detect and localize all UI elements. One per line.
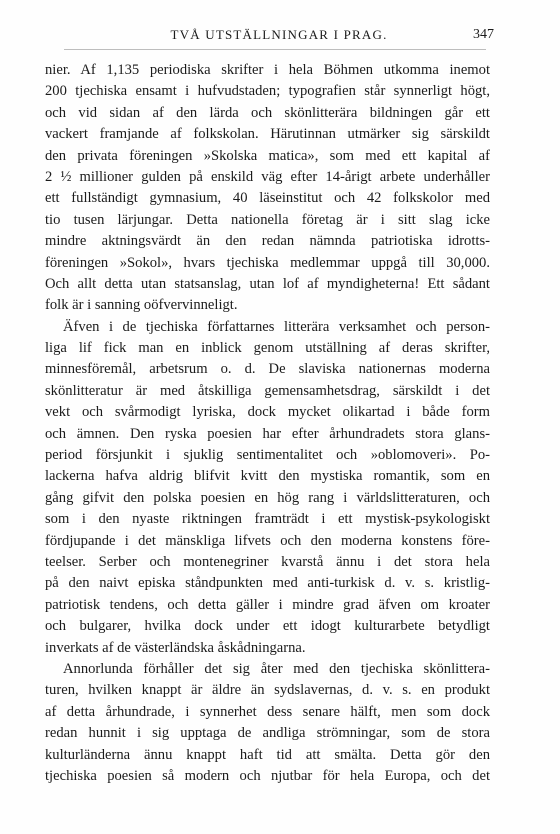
text-line: Annorlunda förhåller det sig åter med den tjechiska skönlittera- xyxy=(63,660,490,677)
text-line: minnesföremål, arbetsrum o. d. De slaviska nationernas moderna xyxy=(45,361,490,378)
text-line: 200 tjechiska ensamt i hufvudstaden; typografien står synnerligt högt, xyxy=(45,83,490,100)
running-title: TVÅ UTSTÄLLNINGAR I PRAG. xyxy=(170,27,388,42)
text-line: vekt och svårmodigt lyriska, dock mycket olikartad i både form xyxy=(45,404,490,421)
text-line: som i den nyaste riktningen framträdt i ett mystisk-psykologiskt xyxy=(45,511,490,528)
header-rule xyxy=(64,49,486,50)
text-line: tjechiska poesien så modern och njutbar för hela Europa, och det xyxy=(45,767,490,784)
text-line: tio tusen lärjungar. Detta nationella företag är i sitt slag icke xyxy=(45,211,490,228)
text-line: Äfven i de tjechiska författarnes litterära verksamhet och person- xyxy=(63,318,490,335)
text-line: period försjunkit i sjuklig sentimentalitet och »oblomoveri». Po- xyxy=(45,447,490,464)
text-line: och bulgarer, hvilka dock under ett idogt kulturarbete betydligt xyxy=(45,618,490,635)
text-line: vackert framjande af folkskolan. Härutinnan utmärker sig särskildt xyxy=(45,126,490,143)
text-line: redan hunnit i sig upptaga de andliga strömningar, som de stora xyxy=(45,725,490,742)
text-line: kulturländerna ännu knappt haft tid att smälta. Detta gör den xyxy=(45,746,490,763)
text-line: den privata föreningen »Skolska matica», som med ett kapital af xyxy=(45,147,490,164)
text-line: ett fullständigt gymnasium, 40 läseinstitut och 42 folkskolor med xyxy=(45,190,490,207)
body-text xyxy=(45,60,490,787)
text-line: och vid sidan af den lärda och skönlitterära bildningen går ett xyxy=(45,104,490,121)
text-line: gång gifvit den polska poesien en hög rang i världslitteraturen, och xyxy=(45,489,490,506)
page-header xyxy=(64,24,494,46)
text-line: nier. Af 1,135 periodiska skrifter i hela Böhmen utkomma inemot xyxy=(45,62,490,78)
text-line: Och allt detta utan statsanslag, utan lof af myndigheterna! Ett sådant xyxy=(45,275,490,292)
text-line: liga lif fick man en inblick genom utställning af deras skrifter, xyxy=(45,340,490,357)
text-line: inverkats af de västerländska åskådningarna. xyxy=(45,639,306,656)
text-line: turen, hvilken knappt är äldre än sydslavernas, d. v. s. en produkt xyxy=(45,682,490,699)
page-number: 347 xyxy=(473,27,494,42)
text-line: mindre aktningsvärdt än den redan nämnda patriotiska idrotts- xyxy=(45,233,490,250)
text-line: folk är i sanning oöfvervinneligt. xyxy=(45,297,238,314)
text-line: patriotisk tendens, och detta gäller i mindre grad äfven om kroater xyxy=(45,596,490,613)
text-line: fördjupande i det mänskliga lifvets och den moderna konstens före- xyxy=(45,532,490,549)
text-line: föreningen »Sokol», hvars tjechiska medlemmar uppgå till 30,000. xyxy=(45,254,490,271)
text-line: skönlitteratur är med åtskilliga gemensamhetsdrag, särskildt i det xyxy=(45,382,490,399)
text-line: lackerna hafva aldrig blifvit kvitt den mystiska romantik, som en xyxy=(45,468,490,485)
text-line: teelser. Serber och montenegriner kvarstå ännu i det stora hela xyxy=(45,553,490,570)
text-line: 2 ½ millioner gulden på enskild väg efter 14-årigt arbete underhåller xyxy=(45,168,490,185)
text-line: af detta århundrade, i synnerhet dess senare hälft, men som dock xyxy=(45,703,490,720)
text-line: och ämnen. Den ryska poesien har efter århundradets stora glans- xyxy=(45,425,490,442)
text-line: på den naivt episka ståndpunkten med anti-turkisk d. v. s. kristlig- xyxy=(45,575,490,592)
